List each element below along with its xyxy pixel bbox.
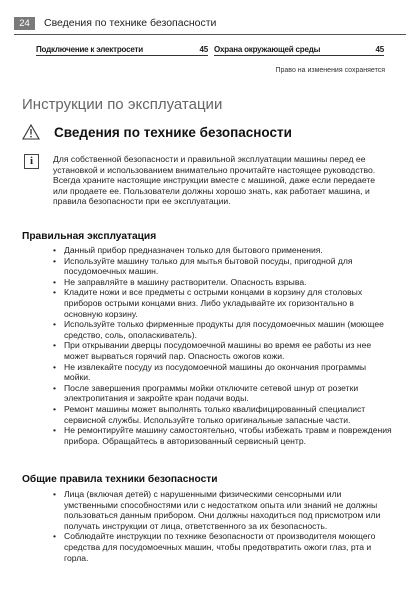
- list-item: • Ремонт машины может выполнять только квалифицированный специалист сервисной службы. Используйте только оригинальные запасные части.: [53, 404, 393, 425]
- usage-list: [53, 245, 393, 446]
- list-item: • Кладите ножи и все предметы с острыми концами в корзину для столовых приборов острыми концами вниз. Либо укладывайте их горизонтально в основную корзину.: [53, 287, 393, 319]
- toc-page: 45: [375, 45, 384, 54]
- header-title: Сведения по технике безопасности: [44, 17, 217, 29]
- list-item: • Соблюдайте инструкции по технике безопасности от производителя моющего средства для посудомоечных машин, чтобы предотвратить ожоги глаз, рта и горла.: [53, 531, 393, 563]
- manual-title: Инструкции по эксплуатации: [22, 96, 223, 113]
- list-item: • Данный прибор предназначен только для бытового применения.: [53, 245, 393, 256]
- toc-label: Охрана окружающей среды: [214, 45, 321, 54]
- toc-page: 45: [199, 45, 208, 54]
- general-list: [53, 489, 393, 563]
- toc-entry-environment[interactable]: [214, 45, 384, 56]
- header-divider: [14, 34, 406, 35]
- list-item: • Лица (включая детей) с нарушенными физическими сенсорными или умственными способностями или с недостатком опыта или знаний не должны пользоваться данным прибором. Они должны находиться под присмотром или получать инструкции от лица, ответственного за их безопасность.: [53, 489, 393, 531]
- page-header: [14, 15, 406, 31]
- section-heading-general: Общие правила техники безопасности: [22, 474, 218, 485]
- list-item: • Используйте только фирменные продукты для посудомоечных машин (моющее средство, соль, ополаскиватель).: [53, 319, 393, 340]
- page-number: 24: [14, 17, 35, 30]
- safety-heading: [22, 124, 292, 140]
- toc-entry-power-connection[interactable]: [36, 45, 208, 56]
- info-icon: i: [24, 154, 39, 169]
- rights-notice: Право на изменения сохраняется: [275, 67, 385, 74]
- list-item: • Не извлекайте посуду из посудомоечной машины до окончания программы мойки.: [53, 362, 393, 383]
- list-item: • Не заправляйте в машину растворители. Опасность взрыва.: [53, 277, 393, 288]
- list-item: • Не ремонтируйте машину самостоятельно, чтобы избежать травм и повреждения прибора. Обращайтесь в авторизованный сервисный центр.: [53, 425, 393, 446]
- warning-triangle-icon: [22, 124, 40, 140]
- safety-title: Сведения по технике безопасности: [54, 124, 292, 140]
- list-item: • Используйте машину только для мытья бытовой посуды, пригодной для посудомоечных машин.: [53, 256, 393, 277]
- list-item: • При открывании дверцы посудомоечной машины во время ее работы из нее может вырваться горячий пар. Опасность ожогов кожи.: [53, 340, 393, 361]
- section-heading-usage: Правильная эксплуатация: [22, 231, 157, 242]
- list-item: • После завершения программы мойки отключите сетевой шнур от розетки электропитания и закройте кран подачи воды.: [53, 383, 393, 404]
- safety-intro: Для собственной безопасности и правильной эксплуатации машины перед ее установкой и использованием внимательно прочитайте настоящее руководство. Всегда храните настоящие инструкции вместе с машиной, даже если передаете или продаете ее. Пользователи должны хорошо знать, как работает машина, и правила безопасности при ее эксплуатации.: [53, 154, 376, 207]
- toc-label: Подключение к электросети: [36, 45, 143, 54]
